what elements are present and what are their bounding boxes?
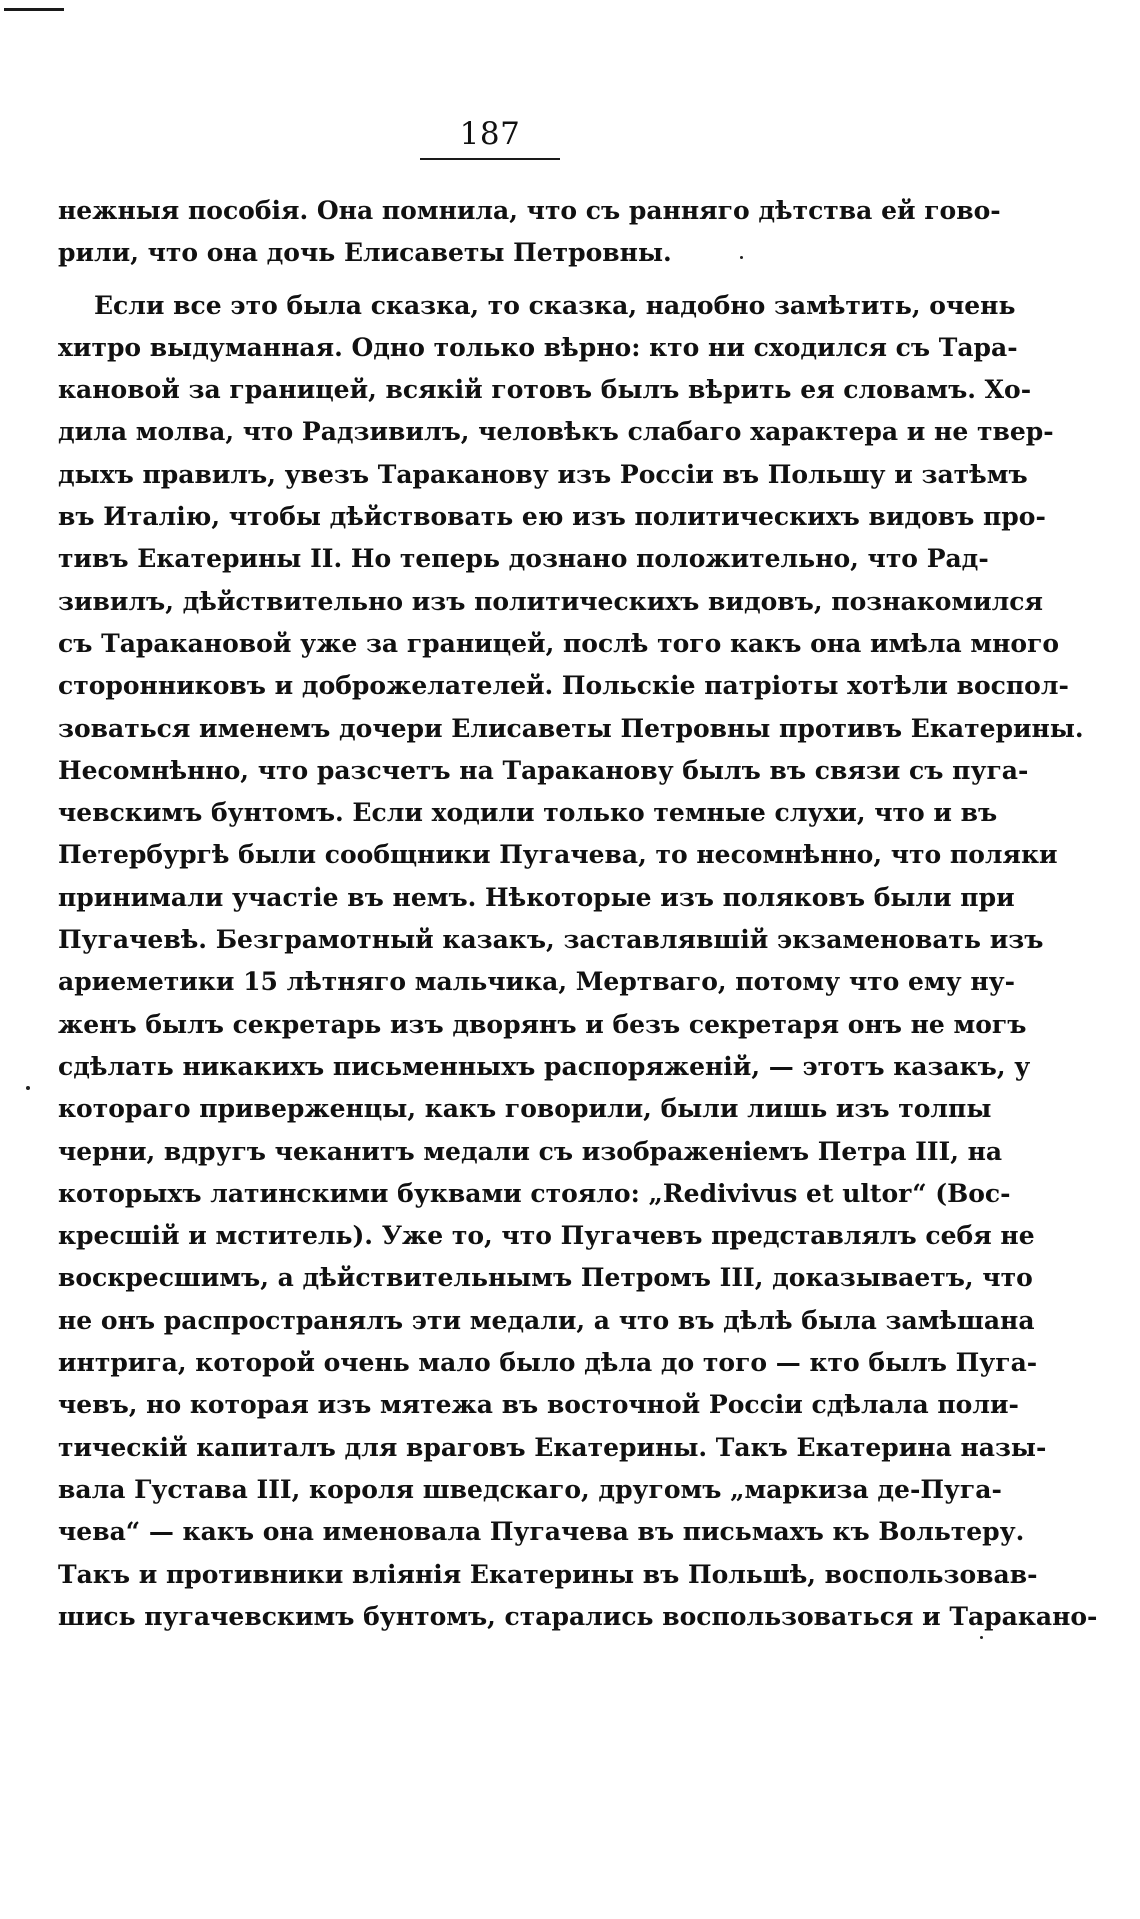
text-line: хитро выдуманная. Одно только вѣрно: кто ни сходился съ Тара- — [58, 332, 1018, 362]
text-line: Несомнѣнно, что разсчетъ на Тараканову былъ въ связи съ пуга- — [58, 755, 1029, 785]
text-line: интрига, которой очень мало было дѣла до того — кто былъ Пуга- — [58, 1348, 1038, 1378]
text-line: принимали участіе въ немъ. Нѣкоторые изъ поляковъ были при — [58, 882, 1015, 912]
text-line: сдѣлать никакихъ письменныхъ распоряженій, — этотъ казакъ, у — [58, 1051, 1031, 1081]
text-line: шись пугачевскимъ бунтомъ, старались воспользоваться и Таракано- — [58, 1601, 1098, 1631]
text-line: тивъ Екатерины II. Но теперь дознано положительно, что Рад- — [58, 544, 989, 574]
text-line: чевскимъ бунтомъ. Если ходили только темные слухи, что и въ — [58, 798, 998, 828]
text-line: чевъ, но которая изъ мятежа въ восточной Россіи сдѣлала поли- — [58, 1390, 1019, 1420]
text-line: зивилъ, дѣйствительно изъ политическихъ видовъ, познакомился — [58, 586, 1043, 616]
text-line: котораго приверженцы, какъ говорили, были лишь изъ толпы — [58, 1094, 992, 1124]
text-line: чева“ — какъ она именовала Пугачева въ письмахъ къ Вольтеру. — [58, 1517, 1025, 1547]
text-line: съ Таракановой уже за границей, послѣ того какъ она имѣла много — [58, 628, 1060, 658]
text-line: рили, что она дочь Елисаветы Петровны. — [58, 238, 672, 268]
scan-speck — [26, 1086, 30, 1090]
text-line: Петербургѣ были сообщники Пугачева, то несомнѣнно, что поляки — [58, 840, 1058, 870]
text-line: дыхъ правилъ, увезъ Тараканову изъ Россіи въ Польшу и затѣмъ — [58, 459, 1028, 489]
text-line: Такъ и противники вліянія Екатерины въ Польшѣ, воспользовав- — [58, 1559, 1038, 1589]
body-text — [58, 190, 1098, 1638]
text-line: дила молва, что Радзивилъ, человѣкъ слабаго характера и не твер- — [58, 417, 1054, 447]
page-number-underline — [420, 158, 560, 160]
text-line: не онъ распространялъ эти медали, а что въ дѣлѣ была замѣшана — [58, 1305, 1035, 1335]
text-line: ариеметики 15 лѣтняго мальчика, Мертваго, потому что ему ну- — [58, 967, 1016, 997]
paragraph-gap — [58, 275, 923, 285]
text-line: кановой за границей, всякій готовъ былъ вѣрить ея словамъ. Хо- — [58, 375, 1032, 405]
text-line: нежныя пособія. Она помнила, что съ ранняго дѣтства ей гово- — [58, 196, 1001, 225]
text-line: зоваться именемъ дочери Елисаветы Петровны противъ Екатерины. — [58, 713, 1084, 743]
text-line: Если все это была сказка, то сказка, надобно замѣтить, очень — [94, 290, 1016, 320]
text-line: которыхъ латинскими буквами стояло: „Redivivus et ultor“ (Вос- — [58, 1178, 1011, 1208]
text-line: воскресшимъ, а дѣйствительнымъ Петромъ III, доказываетъ, что — [58, 1263, 1033, 1293]
text-line: въ Италію, чтобы дѣйствовать ею изъ политическихъ видовъ про- — [58, 502, 1046, 532]
text-line: тическій капиталъ для враговъ Екатерины. Такъ Екатерина назы- — [58, 1432, 1047, 1462]
text-line: женъ былъ секретарь изъ дворянъ и безъ секретаря онъ не могъ — [58, 1009, 1027, 1039]
scan-speck — [740, 256, 743, 259]
text-line: Пугачевѣ. Безграмотный казакъ, заставлявшій экзаменовать изъ — [58, 925, 1044, 955]
scan-speck — [980, 1636, 983, 1639]
text-line: черни, вдругъ чеканитъ медали съ изображеніемъ Петра III, на — [58, 1136, 1003, 1166]
text-line: сторонниковъ и доброжелателей. Польскіе патріоты хотѣли воспол- — [58, 671, 1069, 701]
text-line: кресшій и мститель). Уже то, что Пугачевъ представлялъ себя не — [58, 1221, 1035, 1251]
text-line: вала Густава III, короля шведскаго, другомъ „маркиза де-Пуга- — [58, 1474, 1002, 1504]
top-edge-rule — [4, 8, 64, 11]
page-number: 187 — [459, 116, 521, 152]
